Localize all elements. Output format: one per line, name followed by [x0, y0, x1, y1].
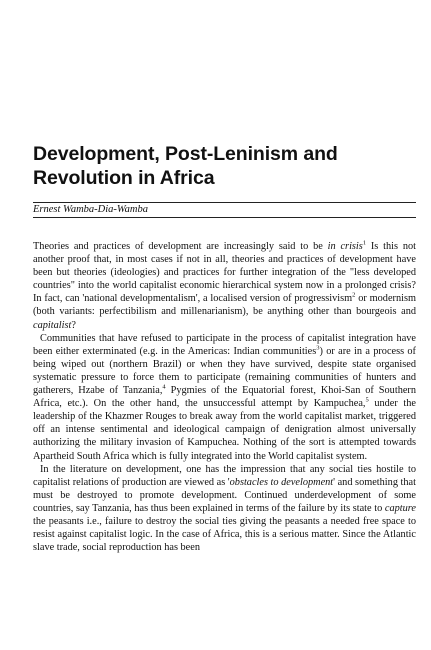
text-run: Theories and practices of development are increasingly said to be [33, 241, 328, 252]
text-run: or modernism (both variants: perfectibilism and millenarianism), be anything other than bourgeois and [33, 293, 416, 318]
body-text [33, 240, 416, 554]
paragraph-1 [33, 240, 416, 332]
text-run: the peasants i.e., failure to destroy the social ties giving the peasants a needed free space to resist against capitalist logic. In the case of Africa, this is a serious matter. Since the Atlantic slave trade, social reproduction has been [33, 515, 416, 554]
paragraph-3 [33, 463, 416, 555]
italic-text: obstacles to development [229, 476, 334, 488]
text-run: Communities that have refused to participate in the process of capitalist integration have been either exterminated (e.g. in the Americas: Indian communities [33, 332, 416, 357]
text-run: In the literature on development, one has the impression that any social ties hostile to capitalist relations of production are viewed as ' [33, 463, 416, 488]
text-run: Is this not another proof that, in most cases if not in all, theories and practices of development have been but theories (ideologies) and practices for further integration of the "less developed countries" into the world capitalist economic hierarchical system now in a prolonged crisis? In fact, can 'national developmentalism', a localised version of progressivism [33, 241, 416, 305]
author-rule-bottom [33, 217, 416, 218]
footnote-ref: 1 [362, 239, 367, 247]
chapter-title-line-2: Revolution in Africa [33, 167, 215, 189]
footnote-ref: 5 [365, 396, 369, 404]
text-run: ? [71, 319, 76, 331]
text-run: ' and something that must be destroyed to promote development. Continued underdevelopment of some countries, say Tanzania, has thus been explained in terms of the failure by its state to [33, 476, 416, 514]
author-name: Ernest Wamba-Dia-Wamba [33, 204, 149, 215]
text-run: ) or are in a process of being wiped out (northern Brazil) or when they have survived, despite state organised systematic pressure to force them to participate (remaining communities of hunters and gatherers, Hzabe of Tanzania, [33, 345, 416, 397]
text-run: under the leadership of the Khazmer Rouges to break away from the world capitalist market, triggered off an intense sentimental and ideological campaign of denigration almost universally authorizing the military invasion of Kampuchea. Nothing of the sort is attempted towards Apartheid South Africa which is fully integrated into the World capitalist system. [33, 398, 416, 462]
text-run: Pygmies of the Equatorial forest, Khoi-San of Southern Africa, etc.). On the other hand, the unsuccessful attempt by Kampuchea, [33, 385, 416, 410]
italic-text: in crisis [327, 241, 363, 252]
footnote-ref: 2 [352, 291, 356, 299]
italic-text: capture [384, 502, 416, 514]
paragraph-2 [33, 332, 416, 463]
author-rule-top [33, 202, 416, 203]
chapter-title-line-1: Development, Post-Leninism and [33, 143, 338, 165]
footnote-ref: 3 [316, 344, 320, 352]
chapter-title [33, 142, 413, 190]
italic-text: capitalist [33, 319, 72, 331]
footnote-ref: 4 [162, 383, 166, 391]
